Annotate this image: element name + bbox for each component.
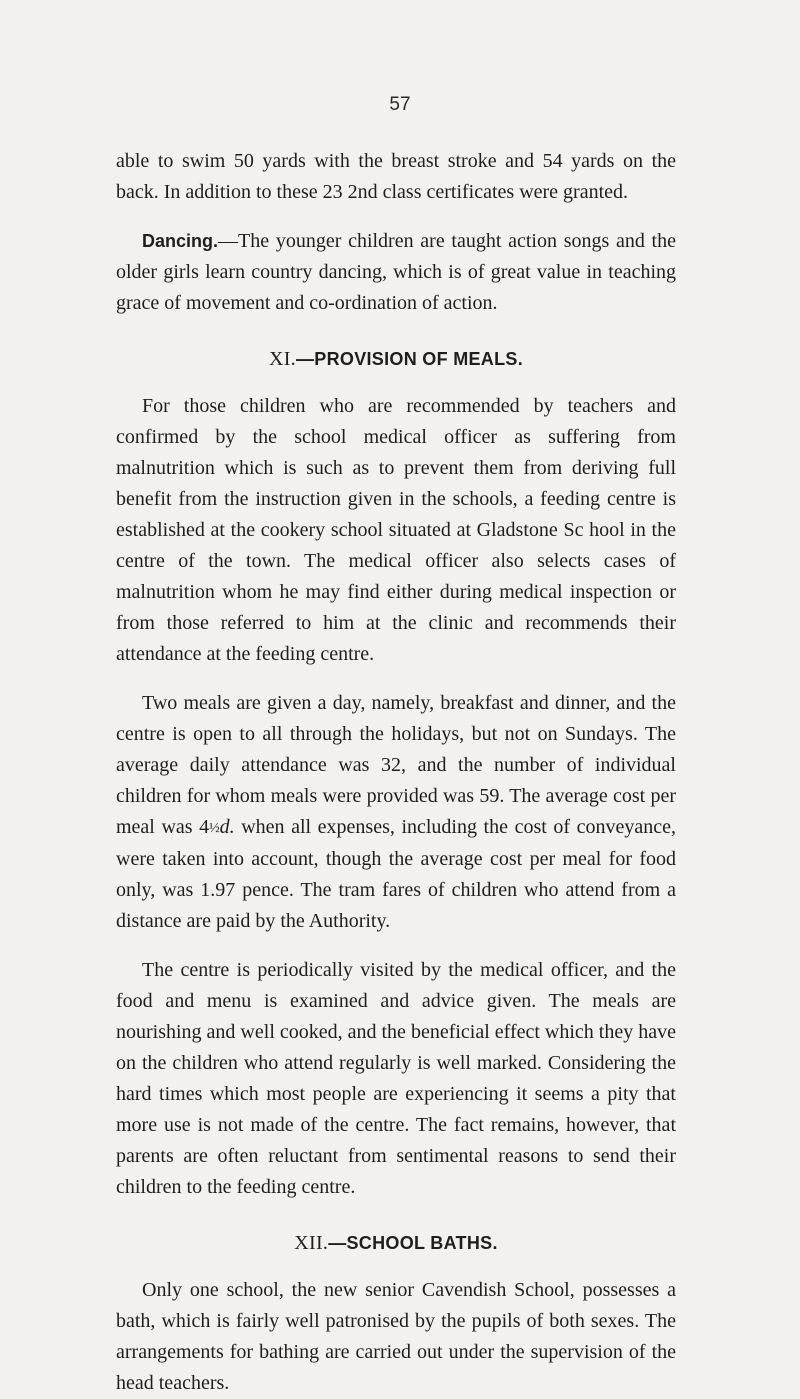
meals-paragraph-2-part-b: when all expenses, including the cost of conveyance, were taken into account, though the average cost per meal for food only, was 1.97 pence. The tram fares of children who attend from a distance are paid by the Authority.: [116, 816, 676, 932]
meals-paragraph-2-part-a: Two meals are given a day, namely, breakfast and dinner, and the centre is open to all through the holidays, but not on Sundays. The average daily attendance was 32, and the number of individual children for whom meals were provided was 59. The average cost per meal was: [116, 692, 676, 838]
meals-paragraph-3: The centre is periodically visited by the medical officer, and the food and menu is examined and advice given. The meals are nourishing and well cooked, and the beneficial effect which they have on the children who attend regularly is well marked. Considering the hard times which most people are experiencing it seems a pity that more use is not made of the centre. The fact remains, however, that parents are often reluctant from sentimental reasons to send their children to the feeding centre.: [116, 959, 676, 1198]
dancing-run-in-heading: Dancing.: [142, 231, 219, 251]
section-heading-provision-of-meals: [116, 347, 676, 371]
meals-paragraph-2: [116, 688, 676, 937]
section-heading-school-baths: [116, 1231, 676, 1255]
dancing-text: —The younger children are taught action songs and the older girls learn country dancing, which is of great value in teaching grace of movement and co-ordination of action.: [116, 230, 676, 314]
dancing-paragraph: [116, 226, 676, 319]
average-cost-value: 4½d.: [199, 816, 235, 838]
page-number: 57: [389, 94, 411, 115]
page-body: [116, 146, 676, 1399]
section-number: XII.: [294, 1232, 329, 1254]
section-number: XI.: [268, 348, 296, 370]
section-title: —PROVISION OF MEALS.: [295, 349, 524, 369]
meals-paragraph-1: For those children who are recommended by teachers and confirmed by the school medical officer as suffering from malnutrition which is such as to prevent them from deriving full benefit from the instruction given in the schools, a feeding centre is established at the cookery school situated at Gladstone Sc hool in the centre of the town. The medical officer also selects cases of malnutrition whom he may find either during medical inspection or from those referred to him at the clinic and recommends their attendance at the feeding centre.: [116, 395, 676, 665]
swimming-paragraph: able to swim 50 yards with the breast stroke and 54 yards on the back. In addition to these 23 2nd class certificates were granted.: [116, 150, 676, 203]
baths-paragraph: Only one school, the new senior Cavendish School, possesses a bath, which is fairly well patronised by the pupils of both sexes. The arrangements for bathing are carried out under the supervision of the head teachers.: [116, 1279, 676, 1394]
section-title: —SCHOOL BATHS.: [328, 1233, 498, 1253]
